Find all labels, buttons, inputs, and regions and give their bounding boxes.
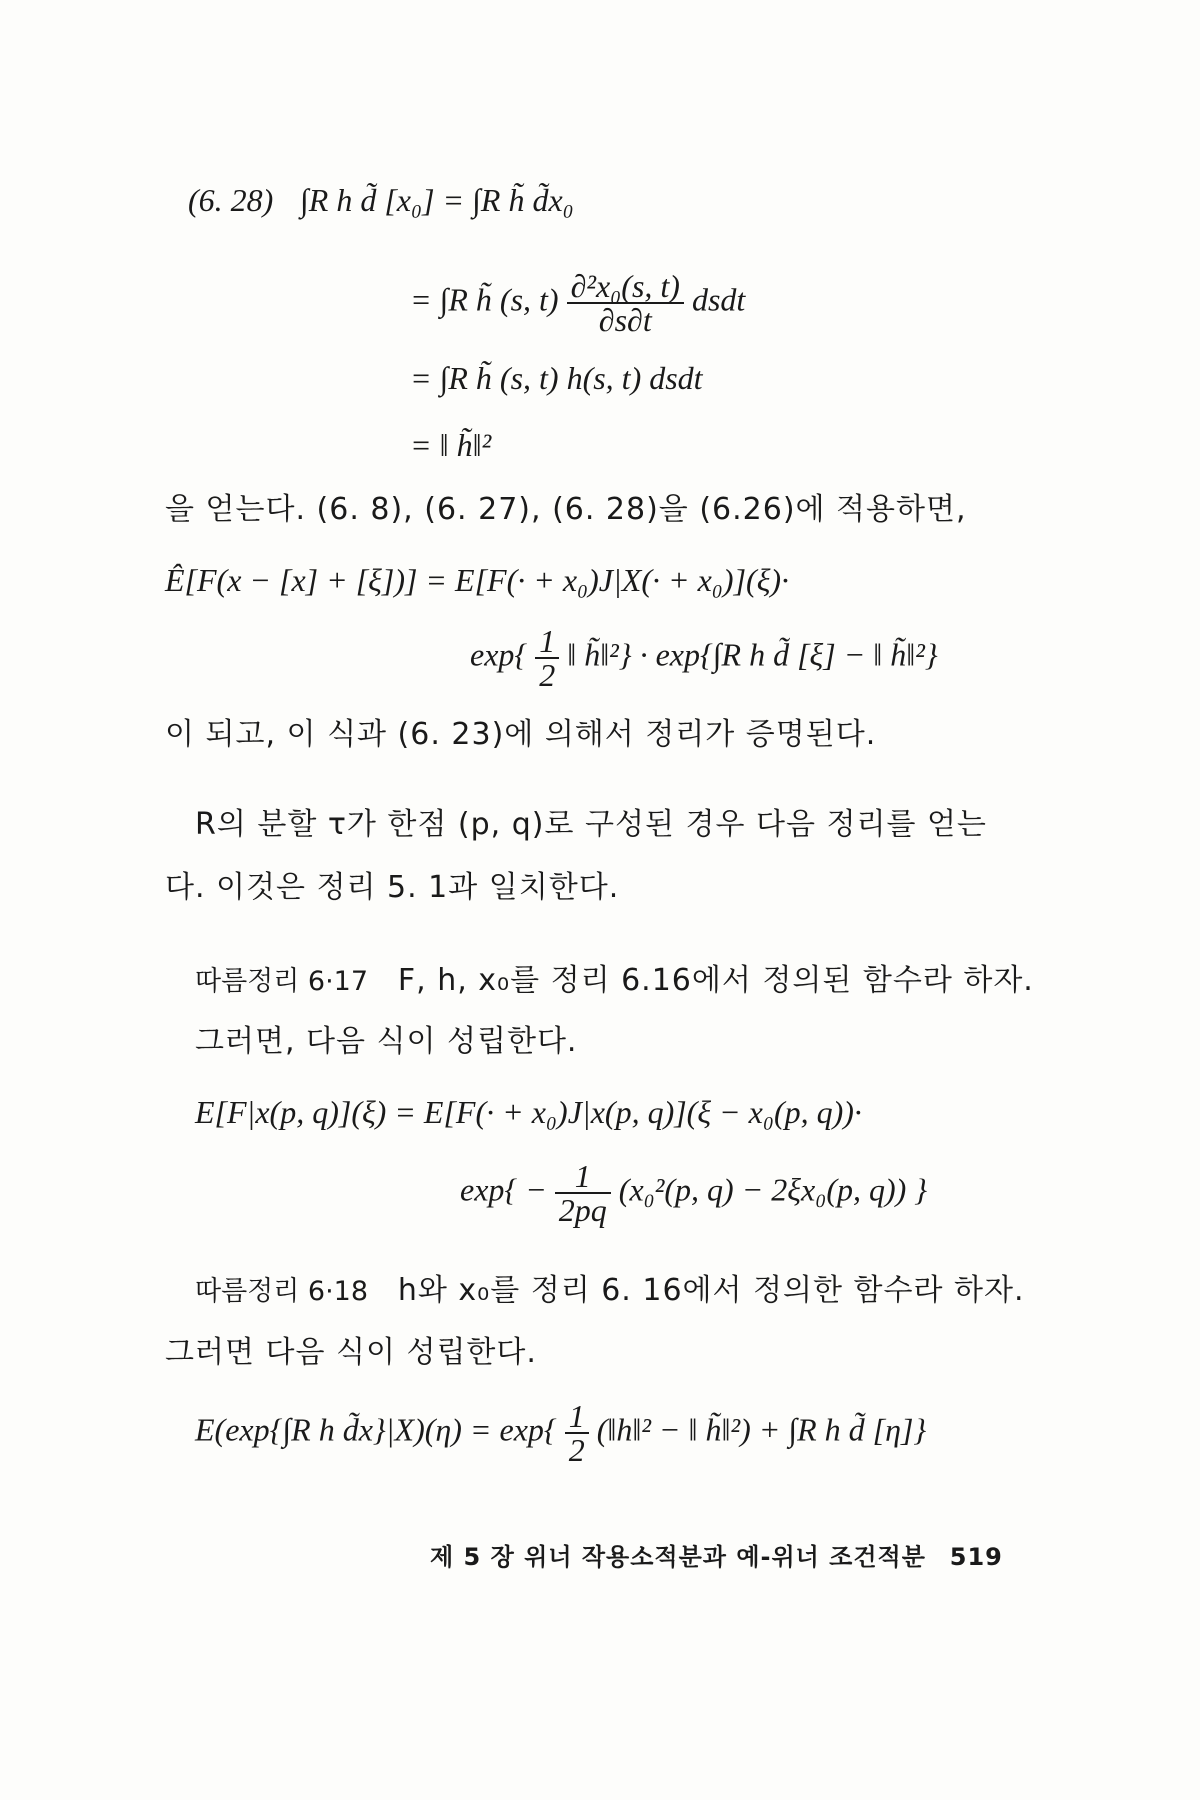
main-equation-exp-pre: exp{	[470, 636, 528, 673]
equation-6-28-line1: ∫R h d̃ [x₀] = ∫R h̃ d̃x₀	[300, 182, 574, 218]
corollary-6-18-equation-post: (‖h‖² − ‖ h̃‖²) + ∫R h d̃ [η]}	[596, 1411, 927, 1448]
corollary-6-17-fraction	[555, 1160, 611, 1226]
corollary-6-18-equation	[195, 1400, 926, 1466]
corollary-6-17-exp-pre: exp{ −	[460, 1171, 547, 1208]
corollary-6-17-exp-post: (x₀²(p, q) − 2ξx₀(p, q)) }	[618, 1171, 928, 1208]
corollary-6-17-equation-line2	[460, 1160, 927, 1226]
corollary-6-18	[195, 1270, 1025, 1312]
main-equation-fraction	[535, 625, 559, 691]
equation-6-28-label: (6. 28)	[188, 182, 274, 218]
corollary-6-18-label: 따름정리 6·18	[195, 1276, 369, 1307]
corollary-6-17-fraction-denominator: 2pq	[558, 1192, 607, 1228]
corollary-6-18-fraction	[565, 1400, 589, 1466]
equation-6-28-fraction-denominator: ∂s∂t	[598, 302, 652, 338]
equation-6-28-fraction	[567, 270, 684, 336]
paragraph-partition-line1: R의 분할 τ가 한점 (p, q)로 구성된 경우 다음 정리를 얻는	[195, 807, 987, 842]
paragraph-result-intro: 을 얻는다. (6. 8), (6. 27), (6. 28)을 (6.26)에 적용하면,	[165, 492, 967, 527]
equation-6-28-line3: = ∫R h̃ (s, t) h(s, t) dsdt	[410, 360, 703, 396]
main-equation-exp-post: ‖ h̃‖²} · exp{∫R h d̃ [ξ] − ‖ h̃‖²}	[567, 636, 938, 673]
paragraph-partition-line2: 다. 이것은 정리 5. 1과 일치한다.	[165, 870, 620, 905]
corollary-6-17-fraction-numerator: 1	[555, 1160, 611, 1194]
corollary-6-18-text: h와 x₀를 정리 6. 16에서 정의한 함수라 하자.	[397, 1273, 1025, 1308]
equation-6-28-line4: = ‖ h̃‖²	[410, 427, 492, 463]
page-footer	[430, 1535, 1003, 1577]
corollary-6-17	[195, 960, 1034, 1002]
corollary-6-17-text: F, h, x₀를 정리 6.16에서 정의된 함수라 하자.	[397, 963, 1034, 998]
corollary-6-17-equation-line1: E[F|x(p, q)](ξ) = E[F(· + x₀)J|x(p, q)](ξ − x₀(p, q))·	[195, 1094, 862, 1130]
corollary-6-18-fraction-numerator: 1	[565, 1400, 589, 1434]
corollary-6-17-line2: 그러면, 다음 식이 성립한다.	[195, 1024, 578, 1059]
corollary-6-17-label: 따름정리 6·17	[195, 966, 369, 997]
main-equation-line2	[470, 625, 938, 691]
footer-chapter-title: 제 5 장 위너 작용소적분과 예-위너 조건적분	[430, 1543, 926, 1571]
corollary-6-18-fraction-denominator: 2	[568, 1432, 585, 1468]
equation-6-28-fraction-numerator: ∂²x₀(s, t)	[567, 270, 684, 304]
equation-6-28-line2-pre: = ∫R h̃ (s, t)	[410, 281, 559, 318]
equation-6-28-line2	[410, 270, 745, 336]
corollary-6-18-line2: 그러면 다음 식이 성립한다.	[165, 1335, 537, 1370]
footer-page-number: 519	[949, 1543, 1003, 1571]
equation-6-28-line2-post: dsdt	[691, 281, 746, 318]
corollary-6-18-equation-pre: E(exp{∫R h d̃x}|X)(η) = exp{	[195, 1411, 557, 1448]
main-equation-line1: Ê[F(x − [x] + [ξ])] = E[F(· + x₀)J|X(· + x₀)](ξ)·	[165, 562, 790, 598]
main-equation-fraction-numerator: 1	[535, 625, 559, 659]
paragraph-proof-complete: 이 되고, 이 식과 (6. 23)에 의해서 정리가 증명된다.	[165, 717, 877, 752]
main-equation-fraction-denominator: 2	[539, 657, 556, 693]
